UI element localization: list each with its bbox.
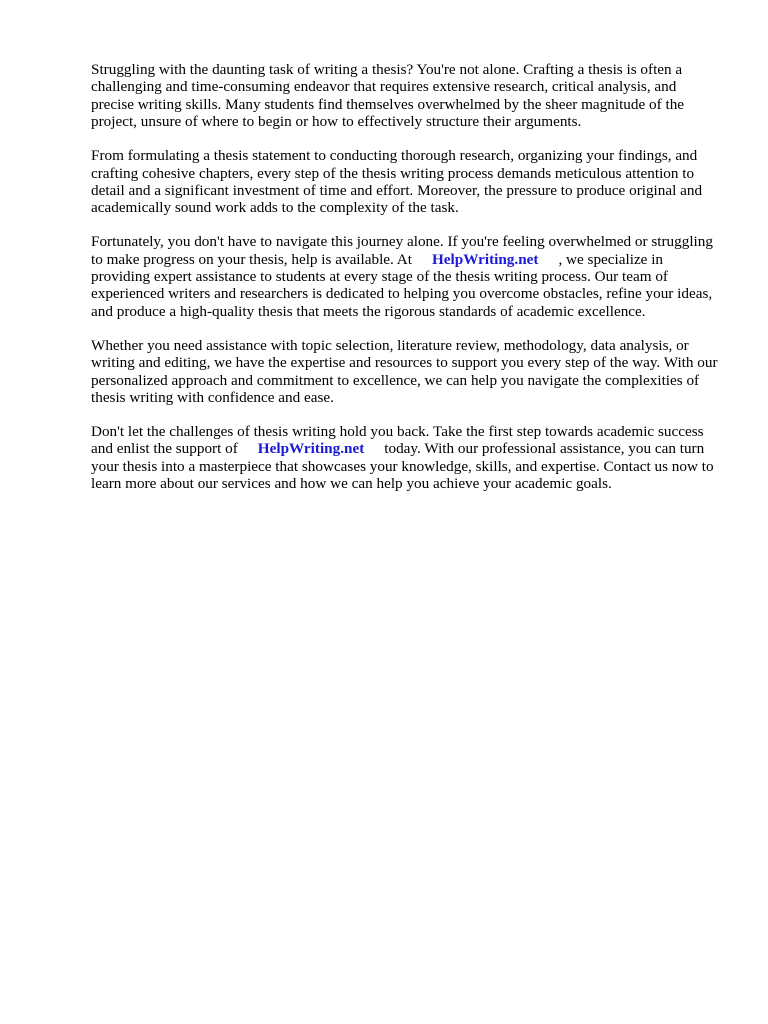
paragraph-3-text-after: , we specialize in providing expert assistance to students at every stage of the thesis writing process. Our team of experienced writers and researchers is dedicated to helping you overcome obstacles, refine your ideas, and produce a high-quality thesis that meets the rigorous standards of academic excellence. [91, 250, 713, 320]
paragraph-5 [91, 423, 723, 493]
paragraph-2: From formulating a thesis statement to conducting thorough research, organizing your findings, and crafting cohesive chapters, every step of the thesis writing process demands meticulous attention to detail and a significant investment of time and effort. Moreover, the pressure to produce original and academically sound work adds to the complexity of the task. [91, 147, 703, 217]
paragraph-4: Whether you need assistance with topic selection, literature review, methodology, data analysis, or writing and editing, we have the expertise and resources to support you every step of the way. With our personalized approach and commitment to excellence, we can help you navigate the complexities of thesis writing with confidence and ease. [91, 336, 718, 406]
paragraph-3-text-before: Fortunately, you don't have to navigate this journey alone. If you're feeling overwhelmed or struggling to make progress on your thesis, help is available. At [91, 233, 713, 268]
helpwriting-link[interactable]: HelpWriting.net [257, 440, 365, 458]
helpwriting-link[interactable]: HelpWriting.net [431, 250, 539, 268]
document-body [91, 61, 723, 509]
paragraph-1: Struggling with the daunting task of writing a thesis? You're not alone. Crafting a thesis is often a challenging and time-consuming endeavor that requires extensive research, critical analysis, and precise writing skills. Many students find themselves overwhelmed by the sheer magnitude of the project, unsure of where to begin or how to effectively structure their arguments. [91, 61, 685, 131]
paragraph-5-text-before: Don't let the challenges of thesis writing hold you back. Take the first step towards academic success and enlist the support of [91, 422, 704, 458]
paragraph-3 [91, 233, 723, 320]
paragraph-5-text-after: today. With our professional assistance, you can turn your thesis into a masterpiece that showcases your knowledge, skills, and expertise. Contact us now to learn more about our services and how we can help you achieve your academic goals. [91, 440, 714, 493]
